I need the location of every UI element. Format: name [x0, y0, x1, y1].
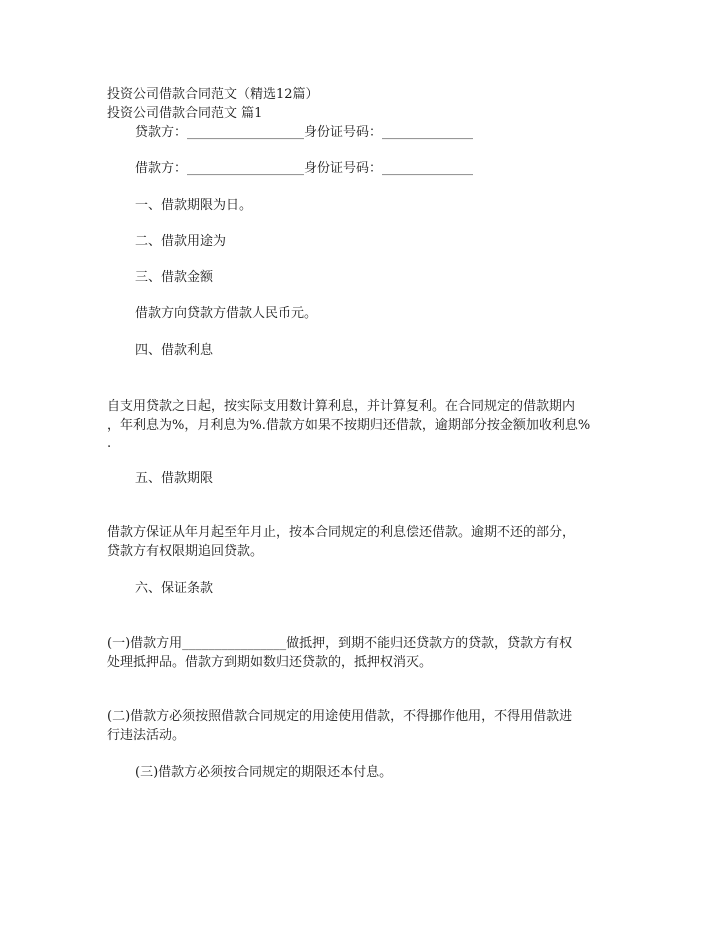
interest-paragraph-line-3: .: [107, 436, 112, 451]
clause-2-line-1: (二)借款方必须按照借款合同规定的用途使用借款，不得挪作他用，不得用借款进: [107, 709, 573, 724]
section-4: 四、借款利息: [135, 343, 214, 358]
clause-3: (三)借款方必须按合同规定的期限还本付息。: [135, 765, 393, 780]
clause-1-line-1: (一)借款方用________________做抵押，到期不能归还贷款方的贷款，贷款方有权: [107, 636, 573, 651]
borrower-line: 借款方：__________________身份证号码：______________: [135, 161, 474, 176]
clause-1-line-2: 处理抵押品。借款方到期如数归还贷款的，抵押权消灭。: [107, 655, 433, 670]
interest-paragraph-line-1: 自支用贷款之日起，按实际支用数计算利息，并计算复利。在合同规定的借款期内: [107, 399, 576, 414]
document-subtitle: 投资公司借款合同范文 篇1: [107, 106, 263, 121]
term-paragraph-line-1: 借款方保证从年月起至年月止，按本合同规定的利息偿还借款。逾期不还的部分，: [107, 525, 576, 540]
section-6: 六、保证条款: [135, 581, 214, 596]
section-1: 一、借款期限为日。: [135, 198, 253, 213]
interest-paragraph-line-2: ，年利息为%，月利息为%.借款方如果不按期归还借款，逾期部分按金额加收利息%: [107, 418, 591, 433]
section-3: 三、借款金额: [135, 270, 214, 285]
section-5: 五、借款期限: [135, 471, 214, 486]
document-title: 投资公司借款合同范文（精选12篇）: [107, 87, 319, 102]
term-paragraph-line-2: 贷款方有权限期追回贷款。: [107, 544, 264, 559]
lender-line: 贷款方：__________________身份证号码：______________: [135, 125, 474, 140]
clause-2-line-2: 行违法活动。: [107, 728, 186, 743]
section-2: 二、借款用途为: [135, 234, 227, 249]
section-3-amount: 借款方向贷款方借款人民币元。: [135, 306, 318, 321]
